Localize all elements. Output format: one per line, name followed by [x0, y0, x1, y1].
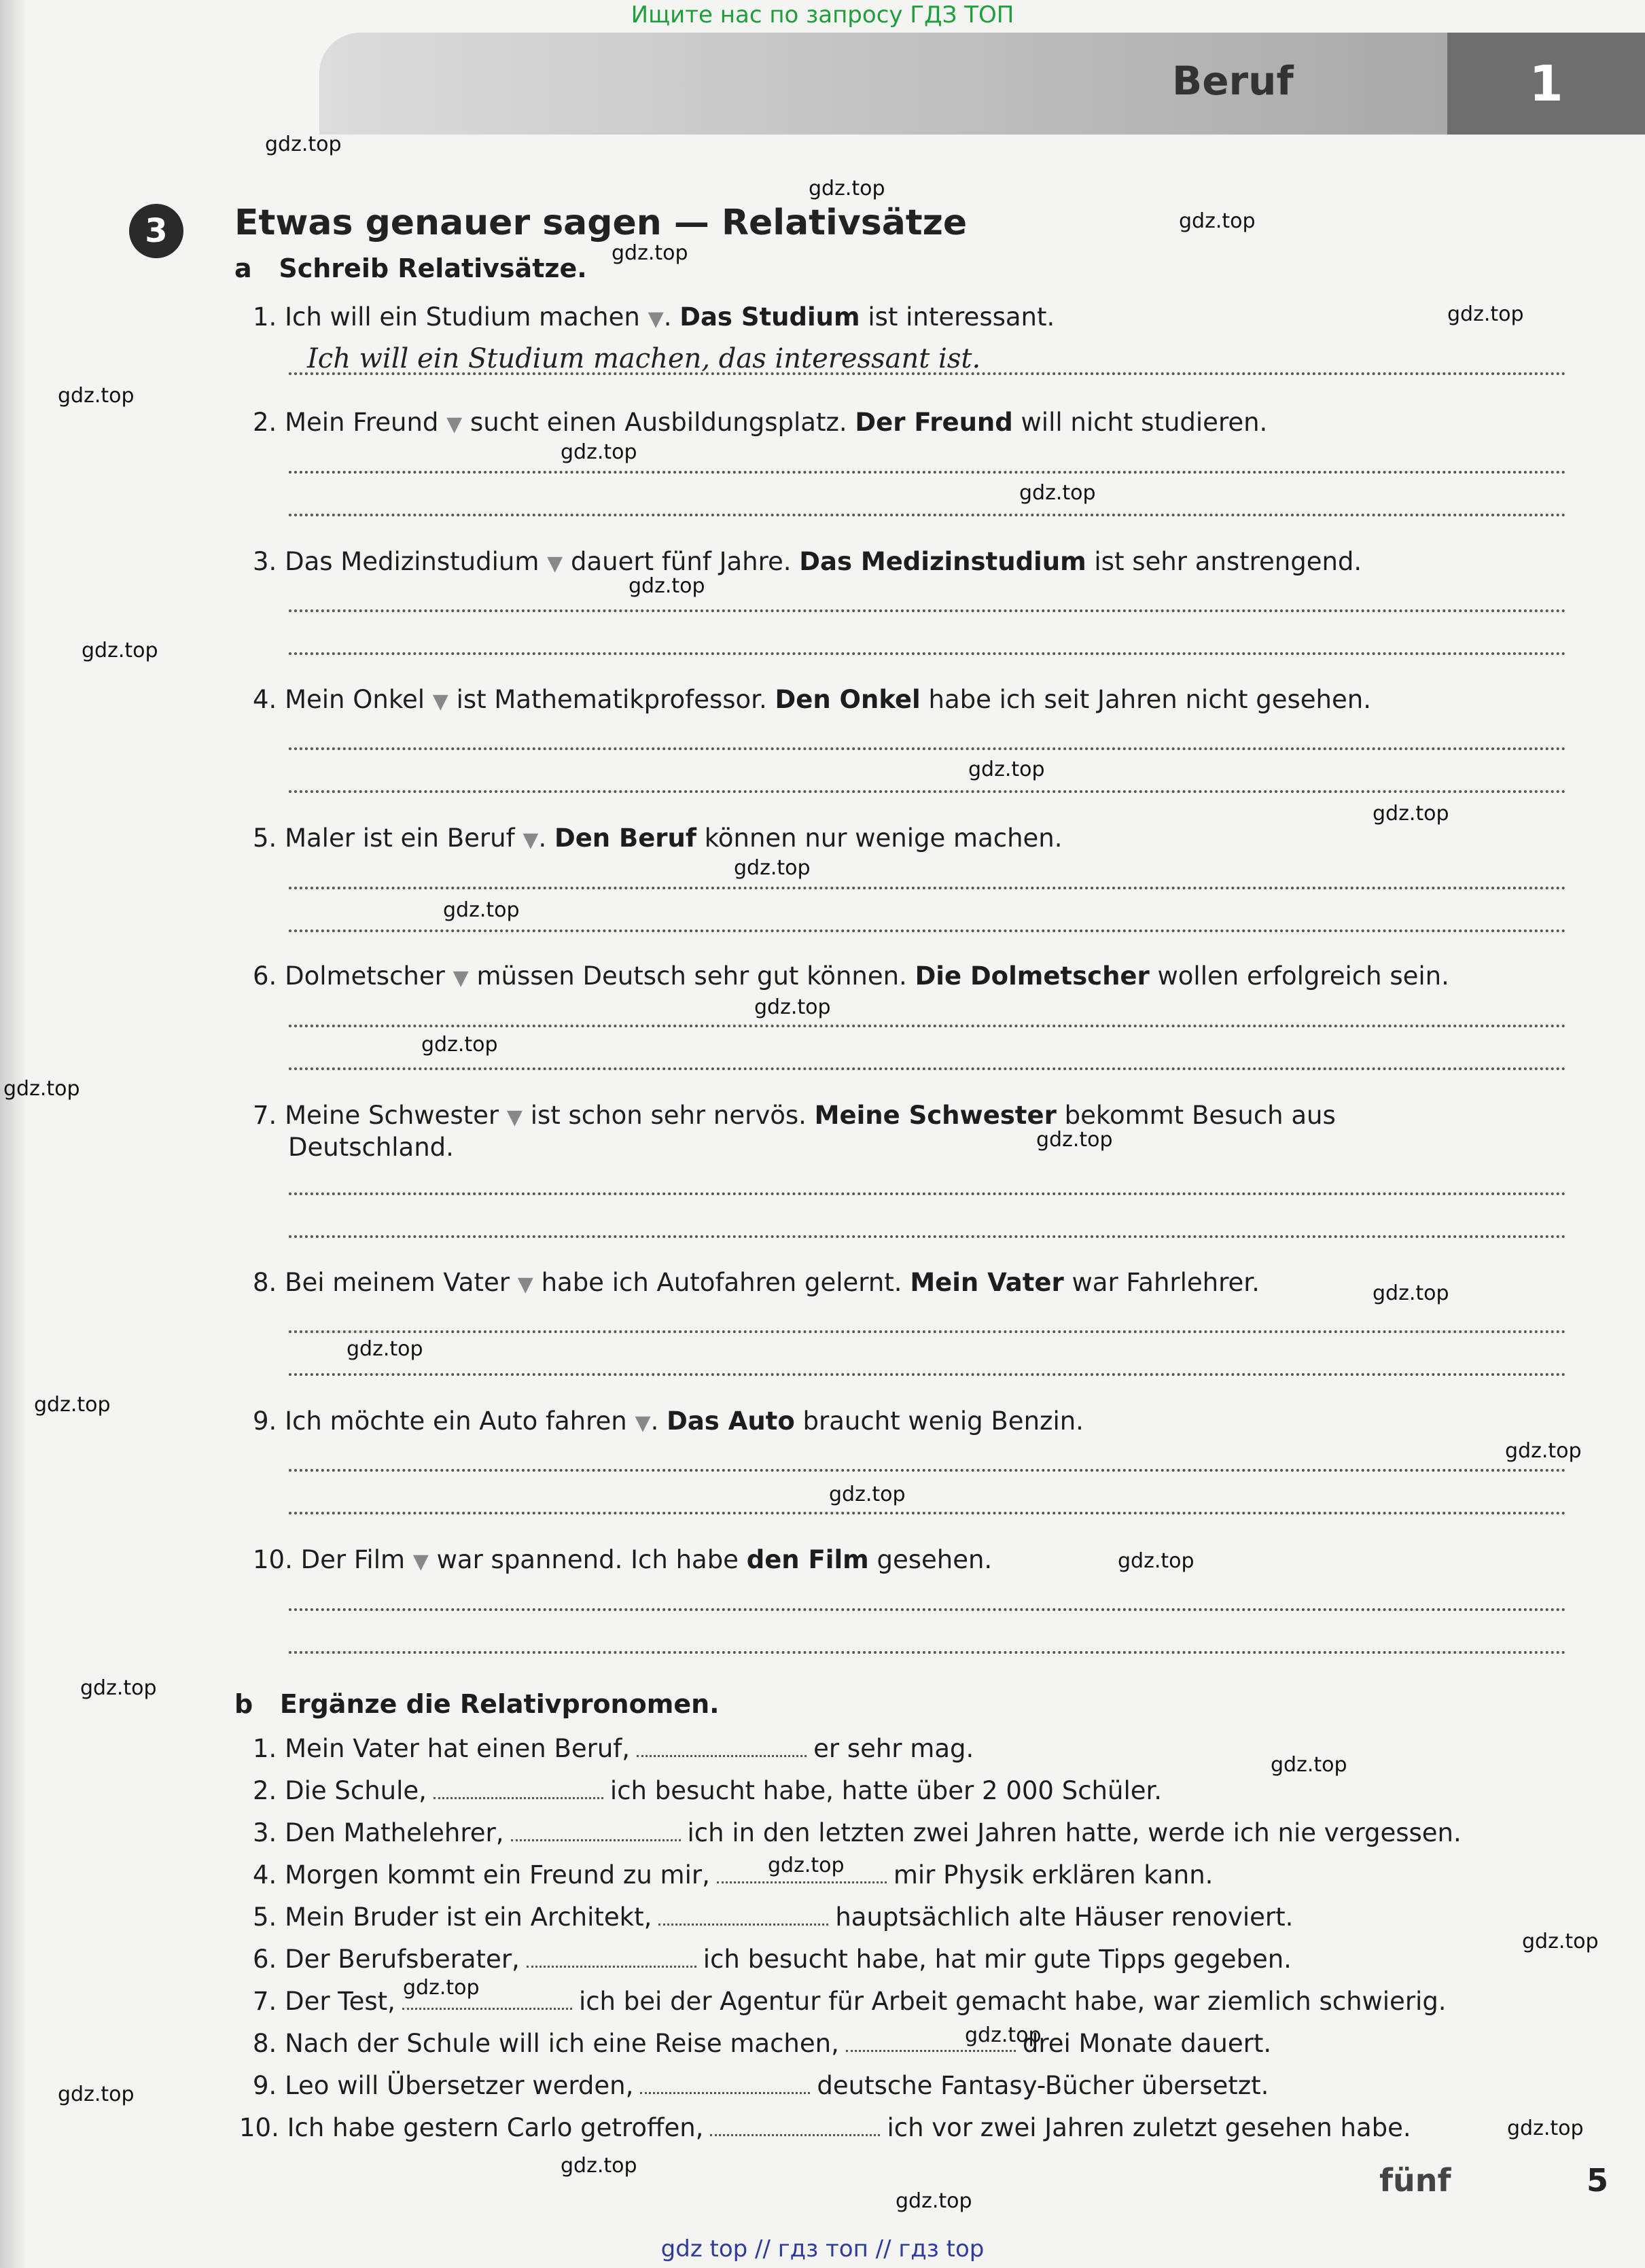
- watermark: gdz.top: [809, 177, 885, 200]
- watermark: gdz.top: [1179, 209, 1256, 233]
- pronoun-blank[interactable]: [710, 2115, 880, 2136]
- watermark: gdz.top: [1019, 481, 1096, 505]
- exercise-number-badge: 3: [129, 204, 183, 258]
- watermark: gdz.top: [58, 2083, 135, 2106]
- watermark: gdz.top: [612, 241, 688, 265]
- watermark: gdz.top: [34, 1393, 111, 1417]
- task-9: 9. Ich möchte ein Auto fahren ▼. Das Auto braucht wenig Benzin.: [253, 1406, 1084, 1436]
- task-3: 3. Das Medizinstudium ▼ dauert fünf Jahre. Das Medizinstudium ist sehr anstrengend.: [253, 547, 1362, 576]
- exercise-title: Etwas genauer sagen — Relativsätze: [234, 202, 968, 243]
- watermark: gdz.top: [347, 1337, 423, 1361]
- watermark: gdz.top: [561, 2154, 637, 2178]
- watermark: gdz.top: [80, 1676, 157, 1700]
- pronoun-blank[interactable]: [640, 2073, 810, 2094]
- task-1: 1. Ich will ein Studium machen ▼. Das Studium ist interessant.: [253, 302, 1055, 332]
- answer-line[interactable]: [289, 887, 1566, 889]
- task-1-answer: Ich will ein Studium machen, das interessant ist.: [307, 343, 981, 374]
- task-7: 7. Meine Schwester ▼ ist schon sehr nervös. Meine Schwester bekommt Besuch aus Deutschland.: [253, 1101, 1336, 1162]
- watermark: gdz.top: [968, 758, 1045, 781]
- triangle-marker-icon: ▼: [446, 412, 463, 436]
- pronoun-item-6: 6. Der Berufsberater, ich besucht habe, hat mir gute Tipps gegeben.: [253, 1945, 1292, 1974]
- watermark: gdz.top: [58, 384, 135, 408]
- answer-line[interactable]: [289, 1512, 1566, 1514]
- watermark: gdz.top: [82, 639, 158, 662]
- watermark: gdz.top: [421, 1033, 498, 1057]
- watermark: gdz.top: [768, 1854, 845, 1877]
- answer-line[interactable]: [289, 790, 1566, 793]
- watermark: gdz.top: [1036, 1128, 1113, 1152]
- pronoun-item-4: 4. Morgen kommt ein Freund zu mir, mir Physik erklären kann.: [253, 1860, 1214, 1890]
- watermark: gdz.top: [1522, 1930, 1599, 1953]
- answer-line[interactable]: [289, 1373, 1566, 1376]
- pronoun-blank[interactable]: [511, 1820, 681, 1841]
- triangle-marker-icon: ▼: [453, 966, 469, 990]
- triangle-marker-icon: ▼: [523, 828, 539, 852]
- watermark: gdz.top: [403, 1976, 480, 2000]
- watermark: gdz.top: [965, 2023, 1042, 2047]
- watermark: gdz.top: [1118, 1549, 1195, 1573]
- watermark: gdz.top: [265, 132, 342, 156]
- pronoun-item-8: 8. Nach der Schule will ich eine Reise machen, drei Monate dauert.: [253, 2029, 1272, 2058]
- top-banner-link[interactable]: Ищите нас по запросу ГДЗ ТОП: [631, 1, 1014, 29]
- watermark: gdz.top: [443, 898, 520, 922]
- pronoun-blank[interactable]: [658, 1904, 828, 1926]
- page-edge-shadow: [0, 0, 27, 2268]
- part-b-heading: [234, 1689, 720, 1719]
- part-b-title: Ergänze die Relativpronomen.: [279, 1689, 720, 1719]
- pronoun-blank[interactable]: [527, 1947, 696, 1968]
- pronoun-blank[interactable]: [637, 1736, 807, 1757]
- part-a-title: Schreib Relativsätze.: [279, 253, 587, 283]
- pronoun-item-5: 5. Mein Bruder ist ein Architekt, hauptsächlich alte Häuser renoviert.: [253, 1902, 1294, 1932]
- task-6: 6. Dolmetscher ▼ müssen Deutsch sehr gut können. Die Dolmetscher wollen erfolgreich sein.: [253, 961, 1449, 991]
- answer-line[interactable]: [289, 372, 1566, 375]
- chapter-title: Beruf: [1172, 58, 1294, 104]
- pronoun-item-10: 10. Ich habe gestern Carlo getroffen, ich vor zwei Jahren zuletzt gesehen habe.: [239, 2113, 1411, 2142]
- answer-line[interactable]: [289, 609, 1566, 612]
- watermark: gdz.top: [3, 1077, 80, 1101]
- triangle-marker-icon: ▼: [547, 552, 563, 575]
- part-a-letter: a: [234, 253, 252, 283]
- answer-line[interactable]: [289, 1469, 1566, 1472]
- answer-line[interactable]: [289, 1235, 1566, 1238]
- answer-line[interactable]: [289, 1025, 1566, 1027]
- task-5: 5. Maler ist ein Beruf ▼. Den Beruf können nur wenige machen.: [253, 823, 1063, 853]
- answer-line[interactable]: [289, 747, 1566, 750]
- watermark: gdz.top: [1373, 1281, 1449, 1305]
- triangle-marker-icon: ▼: [648, 307, 664, 331]
- page-number-word: fünf: [1379, 2162, 1451, 2199]
- pronoun-item-3: 3. Den Mathelehrer, ich in den letzten zwei Jahren hatte, werde ich nie vergessen.: [253, 1818, 1462, 1847]
- watermark: gdz.top: [1271, 1753, 1347, 1777]
- watermark: gdz.top: [734, 856, 811, 880]
- triangle-marker-icon: ▼: [517, 1273, 533, 1296]
- triangle-marker-icon: ▼: [506, 1105, 523, 1129]
- answer-line[interactable]: [289, 1330, 1566, 1333]
- pronoun-item-9: 9. Leo will Übersetzer werden, deutsche Fantasy-Bücher übersetzt.: [253, 2071, 1269, 2100]
- triangle-marker-icon: ▼: [635, 1411, 651, 1435]
- watermark: gdz.top: [1505, 1439, 1582, 1463]
- answer-line[interactable]: [289, 471, 1566, 474]
- triangle-marker-icon: ▼: [412, 1550, 429, 1574]
- watermark: gdz.top: [1447, 302, 1524, 326]
- chapter-number: 1: [1447, 33, 1645, 135]
- answer-line[interactable]: [289, 1192, 1566, 1195]
- answer-line[interactable]: [289, 1651, 1566, 1654]
- watermark: gdz.top: [1373, 802, 1449, 826]
- part-b-letter: b: [234, 1689, 253, 1719]
- task-2: 2. Mein Freund ▼ sucht einen Ausbildungsplatz. Der Freund will nicht studieren.: [253, 408, 1268, 437]
- watermark: gdz.top: [754, 995, 831, 1019]
- answer-line[interactable]: [289, 929, 1566, 932]
- watermark: gdz.top: [561, 440, 637, 464]
- watermark: gdz.top: [1507, 2116, 1584, 2140]
- task-10: 10. Der Film ▼ war spannend. Ich habe den Film gesehen.: [253, 1545, 993, 1574]
- answer-line[interactable]: [289, 1067, 1566, 1070]
- task-4: 4. Mein Onkel ▼ ist Mathematikprofessor. Den Onkel habe ich seit Jahren nicht gesehen.: [253, 685, 1371, 714]
- watermark: gdz.top: [629, 574, 705, 598]
- pronoun-item-1: 1. Mein Vater hat einen Beruf, er sehr mag.: [253, 1734, 974, 1763]
- page-number: 5: [1587, 2162, 1609, 2199]
- pronoun-item-2: 2. Die Schule, ich besucht habe, hatte über 2 000 Schüler.: [253, 1776, 1163, 1805]
- pronoun-item-7: 7. Der Test, ich bei der Agentur für Arbeit gemacht habe, war ziemlich schwierig.: [253, 1987, 1447, 2016]
- watermark: gdz.top: [896, 2189, 972, 2213]
- triangle-marker-icon: ▼: [432, 690, 448, 713]
- bottom-banner-link[interactable]: gdz top // гдз топ // гдз top: [660, 2235, 985, 2263]
- answer-line[interactable]: [289, 652, 1566, 655]
- answer-line[interactable]: [289, 514, 1566, 516]
- answer-line[interactable]: [289, 1608, 1566, 1611]
- pronoun-blank[interactable]: [434, 1778, 603, 1799]
- task-8: 8. Bei meinem Vater ▼ habe ich Autofahren gelernt. Mein Vater war Fahrlehrer.: [253, 1268, 1260, 1297]
- watermark: gdz.top: [829, 1483, 906, 1506]
- part-a-heading: [234, 253, 587, 283]
